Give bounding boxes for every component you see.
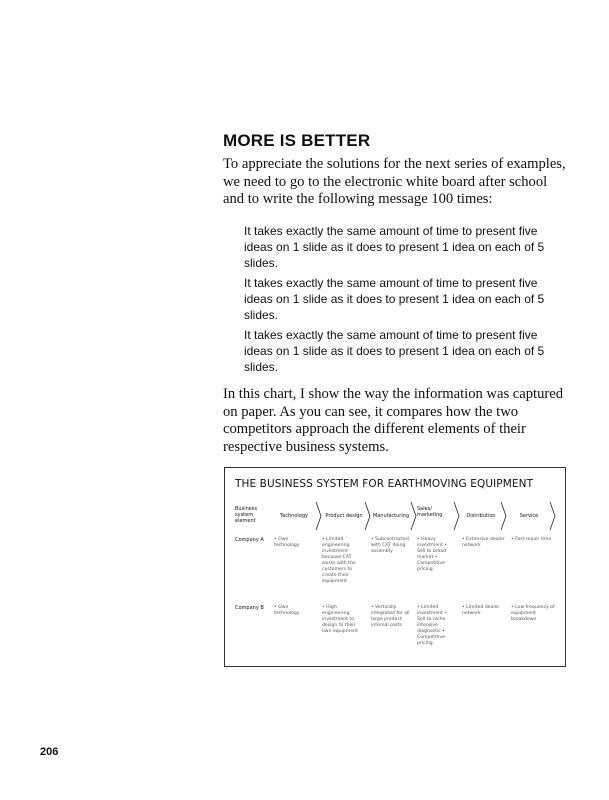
company-a-service: • Fast repair time (511, 537, 552, 542)
company-a-label: Company A (235, 537, 264, 543)
company-a-technology: • Own technology (274, 537, 300, 548)
company-b-product-design: • High engineering investment to design to their own equipment (322, 605, 358, 634)
intro-paragraph: To appreciate the solutions for the next series of examples, we need to go to the electronic white board after school and to write the following message 100 times: (223, 156, 566, 207)
company-a-sales-marketing: • Heavy investment • Sell to broad market • Competitive pricing (417, 537, 448, 572)
page-number: 206 (40, 746, 59, 758)
repeated-message: It takes exactly the same amount of time to present five ideas on 1 slide as it does to present 1 idea on each of 5 slides. (244, 224, 545, 270)
company-b-distribution: • Limited dealer network (462, 605, 500, 616)
stage-service: Service (519, 513, 539, 519)
stage-distribution: Distribution (466, 513, 496, 519)
chevron-divider (454, 502, 459, 530)
stage-chevrons (225, 468, 567, 668)
business-system-figure (224, 467, 566, 667)
chart-description-paragraph: In this chart, I show the way the information was captured on paper. As you can see, it compares how the two competitors approach the different elements of their respective business systems. (223, 386, 564, 455)
company-b-service: • Low frequency of equipment breakdown (511, 605, 555, 622)
company-b-manufacturing: • Vertically integrated for all large product internal parts (371, 605, 410, 628)
company-a-manufacturing: • Subcontracted, with CAT doing assembly (371, 537, 411, 554)
company-a-distribution: • Extensive dealer network (462, 537, 505, 548)
stage-technology: Technology (279, 513, 308, 519)
company-a-product-design: • Limited engineering investment because CAT works with the customers to create their equipment (322, 537, 356, 584)
repeated-message: It takes exactly the same amount of time to present five ideas on 1 slide as it does to present 1 idea on each of 5 slides. (244, 276, 545, 322)
row-header-label: Business system element (235, 506, 258, 524)
company-b-label: Company B (235, 605, 264, 611)
company-b-sales-marketing: • Limited investment • Sell to niche intensive diagnostic • Competitive pricing (417, 605, 448, 646)
chevron-divider (316, 502, 321, 530)
stage-product-design: Product design (325, 513, 363, 519)
repeated-message: It takes exactly the same amount of time to present five ideas on 1 slide as it does to present 1 idea on each of 5 slides. (244, 328, 545, 374)
stage-sales-marketing: Sales/ marketing (417, 506, 443, 518)
figure-title: THE BUSINESS SYSTEM FOR EARTHMOVING EQUIPMENT (235, 478, 534, 490)
stage-manufacturing: Manufacturing (372, 513, 410, 519)
repeated-message-block (244, 223, 569, 379)
company-b-technology: • Own technology (274, 605, 300, 616)
section-heading: MORE IS BETTER (223, 131, 371, 150)
